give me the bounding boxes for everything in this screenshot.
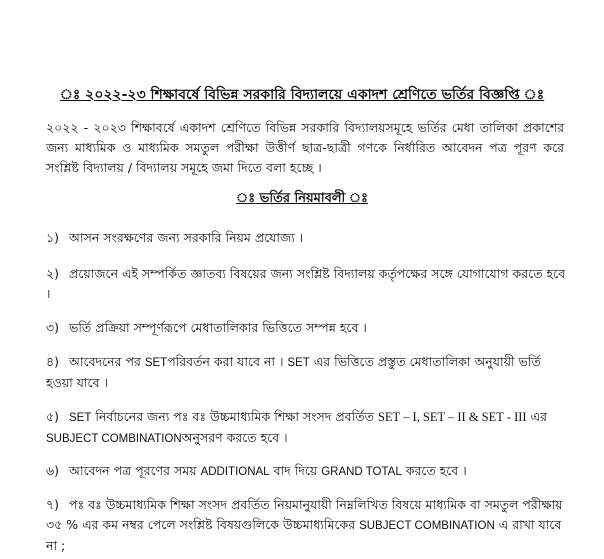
rules-heading: ঃ ভর্তির নিয়মাবলী ঃ xyxy=(236,191,368,206)
set-term: SET xyxy=(144,357,168,369)
rule-text: প্রয়োজনে এই সম্পর্কিত জ্ঞাতব্য বিষয়ের জন্য সংশ্লিষ্ট বিদ্যালয় কর্তৃপক্ষের সঙ্গে যোগাযোগ করতে হবে । xyxy=(46,266,566,301)
rule-item-4 xyxy=(46,352,566,393)
intro-paragraph: ২০২২ - ২০২৩ শিক্ষাবর্ষে একাদশ শ্রেণিতে বিভিন্ন সরকারি বিদ্যালয়সমূহে ভর্তির মেধা তালিকা প্রকাশের জন্য মাধ্যমিক ও মাধ্যমিক সমতুল পরীক্ষা উত্তীর্ণ ছাত্র-ছাত্রী গণকে নির্ধারিত আবেদন পত্র পূরণ করে সংশ্লিষ্ট বিদ্যালয় / বিদ্যালয় সমূহে জমা দিতে বলা হচ্ছে । xyxy=(46,120,564,175)
rule-text-part: এর ভিত্তিতে প্রস্তুত মেধাতালিকা অনুযায়ী ভর্তি হওয়া যাবে । xyxy=(46,354,541,390)
rule-text-part: বাদ দিয়ে xyxy=(273,463,318,478)
rule-item-2 xyxy=(46,264,566,304)
set-list: SET – I, SET – II & SET - III xyxy=(377,410,527,424)
set-term: SET xyxy=(287,357,310,369)
rule-text-part: পঃ বঃ উচ্চমাধ্যমিক শিক্ষা সংসদ প্রবর্তিত নিয়মানুযায়ী নিম্নলিখিত বিষয়ে মাধ্যমিক বা সমতুল পরীক্ষায় ৩৫ % এর কম নম্বর পেলে সংশ্লিষ্ট বিষয়গুলিকে উচ্চমাধ্যমিকের xyxy=(46,497,563,532)
rule-number: ৩) xyxy=(46,320,60,335)
rule-number: ৬) xyxy=(46,463,60,478)
rule-text: আসন সংরক্ষণের জন্য সরকারি নিয়ম প্রযোজ্য । xyxy=(69,230,304,245)
rule-number: ১) xyxy=(46,230,59,245)
subject-combination-term: SUBJECT COMBINATION xyxy=(359,520,495,532)
set-term: SET xyxy=(69,412,92,424)
rule-number: ৪) xyxy=(46,354,59,369)
rule-text: ভর্তি প্রক্রিয়া সম্পূর্ণরূপে মেধাতালিকার ভিত্তিতে সম্পন্ন হবে । xyxy=(69,320,367,335)
rule-text-part: আবেদনের পর xyxy=(69,354,141,369)
additional-term: ADDITIONAL xyxy=(200,466,270,478)
rule-text-part: আবেদন পত্র পূরণের সময় xyxy=(69,463,197,478)
rule-text-part: পরিবর্তন করা যাবে না । xyxy=(167,354,284,369)
rule-text-part: নির্বাচনের জন্য পঃ বঃ উচ্চমাধ্যমিক শিক্ষা সংসদ প্রবর্তিত xyxy=(95,409,374,424)
grand-total-term: GRAND TOTAL xyxy=(321,466,402,478)
rule-text-part: করতে হবে । xyxy=(405,463,467,478)
rule-number: ৫) xyxy=(46,409,59,424)
rule-number: ৭) xyxy=(46,497,60,512)
rule-item-6 xyxy=(46,461,566,482)
rule-text-part: এ রাখা যাবে না ; xyxy=(46,517,562,553)
rule-item-5 xyxy=(46,407,566,449)
rule-text-part: এর xyxy=(530,409,547,424)
rule-item-3 xyxy=(46,318,566,338)
rule-item-7 xyxy=(46,495,566,556)
subject-combination-term: SUBJECT COMBINATION xyxy=(46,433,182,445)
document-title: ঃ ২০২২-২৩ শিক্ষাবর্ষে বিভিন্ন সরকারি বিদ্যালয়ে একাদশ শ্রেণিতে ভর্তির বিজ্ঞপ্তি ঃ xyxy=(59,87,545,103)
rule-number: ২) xyxy=(46,266,60,281)
rule-item-1 xyxy=(46,228,566,248)
rule-text-part: অনুসরণ করতে হবে । xyxy=(181,430,288,445)
